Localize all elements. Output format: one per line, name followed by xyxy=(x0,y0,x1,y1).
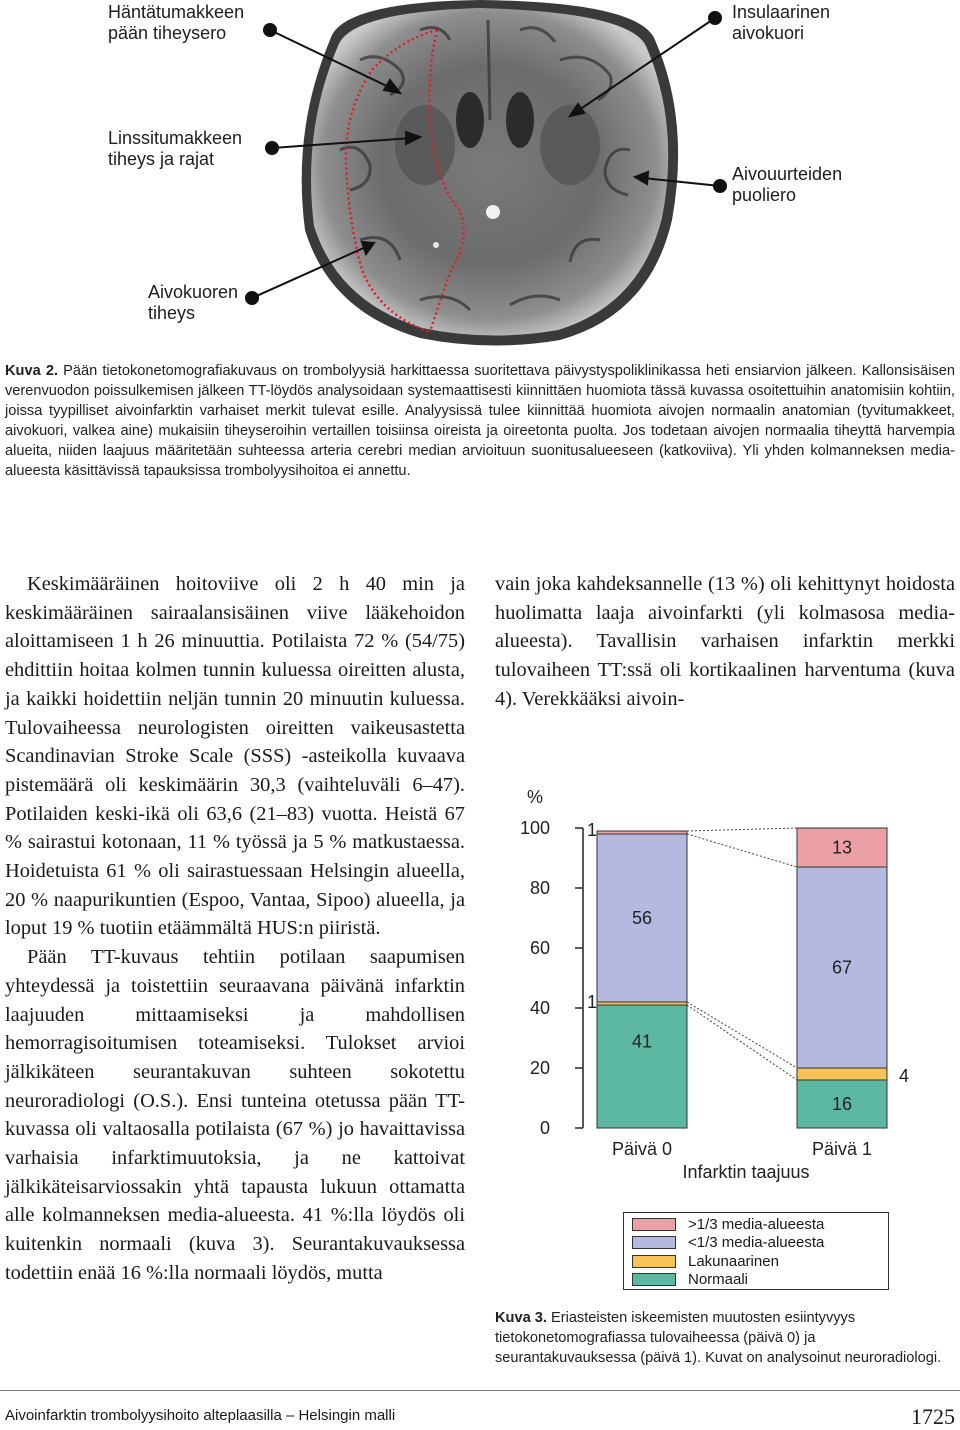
infarct-frequency-chart xyxy=(495,780,955,1200)
figure2-caption xyxy=(5,361,955,481)
figure3-caption-text: Eriasteisten iskeemisten muutosten esiintyvyys tietokonetomografiassa tulovaiheessa (päivä 0) ja seurantakuvauksessa (päivä 1). Kuvat on analysoinut neuroradiologi. xyxy=(495,1310,942,1366)
y-tick-label: 20 xyxy=(529,1058,550,1078)
connector-line xyxy=(687,828,797,831)
body-column-left xyxy=(5,570,465,1288)
legend-swatch-large xyxy=(632,1218,676,1231)
y-tick-label: 40 xyxy=(529,998,550,1018)
y-tick-label: 0 xyxy=(539,1118,550,1138)
paragraph: Pään TT-kuvaus tehtiin potilaan saapumisen yhteydessä ja toistettiin seuraavana päivänä infarktin laajuuden mittaamiseksi ja mahdollisen hemorragisoitumisen toteamiseksi. Tulokset arvioi jälkikäteen seurantakuvan suhteen sokotettu neuroradiologi (O.S.). Ensi tunteina otetussa pään TT-kuvassa oli valtaosalla potilaista (67 %) jo havaittavissa varhaisia infarktimuutoksia, ja ne kattoivat jälkikäteisarviossakin yhtä tapausta lukuun ottamatta alle kolmanneksen media-alueesta. 41 %:lla löydös oli kuitenkin normaali (kuva 3). Seurantakuvauksessa todettiin enää 16 %:lla normaali löydös, mutta xyxy=(5,946,465,1284)
data-label-day0-small: 56 xyxy=(631,908,653,928)
data-label-day1-normal: 16 xyxy=(831,1094,853,1114)
y-axis-label: % xyxy=(526,787,544,807)
footer-rule xyxy=(0,1390,960,1391)
chart-legend xyxy=(623,1212,889,1290)
bar-segment--1-3-media-alueesta xyxy=(597,831,687,834)
label-sulci: Aivouurteiden puoliero xyxy=(732,164,843,205)
legend-item xyxy=(632,1234,880,1253)
label-cortex-density: Aivokuoren tiheys xyxy=(148,282,239,323)
legend-label: >1/3 media-alueesta xyxy=(688,1215,825,1233)
legend-swatch-normal xyxy=(632,1273,676,1286)
connector-line xyxy=(687,834,797,867)
paragraph: vain joka kahdeksannelle (13 %) oli kehittynyt hoidosta huolimatta laaja aivoinfarkti (yli kolmasosa media-alueesta). Tavallisin varhaisen infarktin merkki tulovaiheen TT:ssä oli kortikaalinen harventuma (kuva 4). Verekkääksi aivoin- xyxy=(495,573,955,710)
ct-scan-image xyxy=(285,0,700,346)
data-label-day0-lacunar: 1 xyxy=(587,992,598,1012)
figure3-caption-label: Kuva 3. xyxy=(495,1310,547,1326)
legend-swatch-small xyxy=(632,1236,676,1249)
legend-item xyxy=(632,1215,880,1234)
paragraph: Keskimääräinen hoitoviive oli 2 h 40 min ja keskimääräinen sairaalansisäinen viive lääkehoidon aloittamiseen 1 h 26 minuuttia. Potilaista 72 % (54/75) ehdittiin hoitaa kolmen tunnin kuluessa oireitten alusta, ja kaikki hoidettiin neljän tunnin 20 minuutin kuluessa. Tulovaiheessa neurologisten oireitten vaikeusastetta Scandinavian Stroke Scale (SSS) -asteikolla kuvaava pistemäärä oli keskimäärin 30,3 (vaihteluväli 6–47). Potilaiden keski-ikä oli 63,6 (21–83) vuotta. Heistä 67 % sairastui kotonaan, 11 % työssä ja 5 % matkustaessa. Hoidetuista 61 % oli sairastuessaan Helsingin alueella, 20 % naapurikuntien (Espoo, Vantaa, Sipoo) alueella, ja loput 19 % tuotiin etäämmältä HUS:n piiristä. xyxy=(5,573,465,940)
legend-label: Lakunaarinen xyxy=(688,1252,779,1270)
bar-segment-lakunaarinen xyxy=(797,1068,887,1080)
connector-lines xyxy=(687,828,797,1080)
page-number: 1725 xyxy=(911,1404,955,1429)
category-label-day1: Päivä 1 xyxy=(811,1139,873,1159)
x-axis-label: Infarktin taajuus xyxy=(682,1162,810,1182)
y-tick-label: 100 xyxy=(519,818,550,838)
label-lentiform: Linssitumakkeen tiheys ja rajat xyxy=(108,128,243,169)
data-label-day0-normal: 41 xyxy=(631,1031,653,1052)
legend-label: <1/3 media-alueesta xyxy=(688,1234,825,1252)
body-column-right xyxy=(495,570,955,714)
y-tick-label: 80 xyxy=(529,878,550,898)
label-tail-density: Häntätumakkeen pään tiheysero xyxy=(108,2,245,43)
running-title: Aivoinfarktin trombolyysihoito alteplaasilla – Helsingin malli xyxy=(5,1407,396,1424)
figure2-caption-text: Pään tietokonetomografiakuvaus on trombolyysiä harkittaessa suoritettava päivystyspoliklinikassa heti ensiarvion jälkeen. Kallonsisäisen verenvuodon poissulkemisen jälkeen TT-löydös analysoidaan systemaattisesti kiinnittäen huomiota tässä kuvassa osoitettuihin anatomisiin kohtiin, joissa tyypilliset aivoinfarktin varhaiset merkit tulevat esille. Analyysissä tulee kiinnittää huomiota aivojen normaalin anatomian (tyvitumakkeet, aivokuori, valkea aine) mukaisiin tiheyseroihin vertaillen toisiinsa oireista ja oireetonta puolta. Jos todetaan aivojen normaalia tiheyttä harvempia alueita, niiden laajuus määritetään suhteessa arteria cerebri median arvioituun suonitusalueeseen (katkoviiva). Yli yhden kolmanneksen media-alueesta käsittävissä tapauksissa trombolyysihoitoa ei annettu. xyxy=(5,363,955,479)
figure2-caption-label: Kuva 2. xyxy=(5,363,58,379)
legend-item xyxy=(632,1271,880,1290)
figure3-caption xyxy=(495,1308,957,1368)
data-label-day1-small: 67 xyxy=(831,957,853,978)
legend-item xyxy=(632,1252,880,1271)
legend-swatch-lacunar xyxy=(632,1255,676,1268)
data-label-day1-large: 13 xyxy=(831,837,853,858)
data-label-day1-lacunar: 4 xyxy=(899,1066,910,1086)
connector-line xyxy=(687,1005,797,1080)
category-label-day0: Päivä 0 xyxy=(611,1139,673,1159)
legend-label: Normaali xyxy=(688,1271,749,1289)
label-insular-cortex: Insulaarinen aivokuori xyxy=(732,2,831,43)
data-label-day0-large: 1 xyxy=(587,820,598,840)
connector-line xyxy=(687,1002,797,1068)
bar-segment-normaali xyxy=(597,1005,687,1128)
y-tick-label: 60 xyxy=(529,938,550,958)
